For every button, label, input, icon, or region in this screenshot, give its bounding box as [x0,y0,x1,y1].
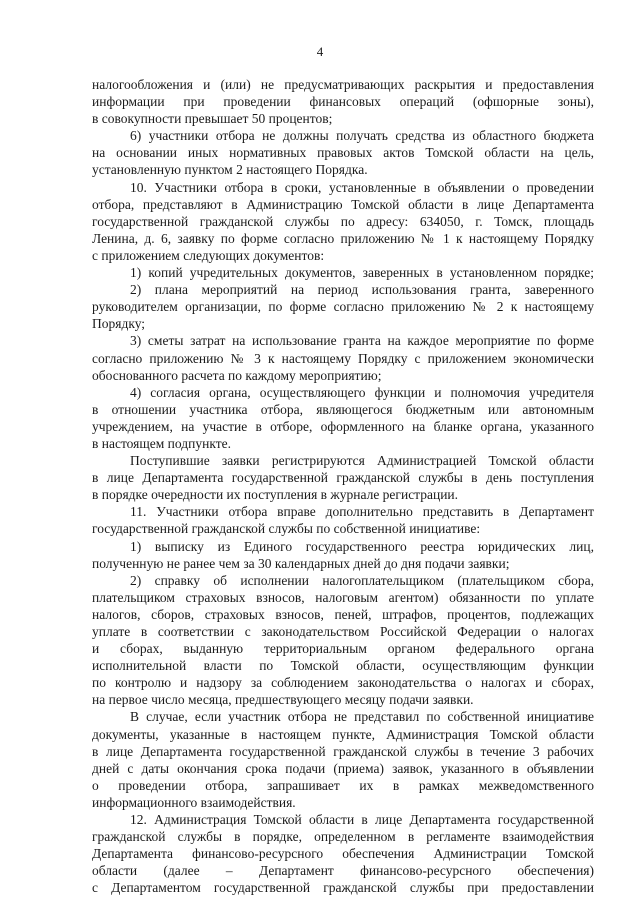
text-line: государственной гражданской службы по собственной инициативе: [92,521,481,537]
text-line: 4) согласия органа, осуществляющего функции и полномочия учредителя [130,384,594,400]
text-line: 1) выписку из Единого государственного реестра юридических лиц, [130,538,594,554]
text-line: в лице Департамента государственной гражданской службы в день поступления [92,470,594,486]
text-line: руководителем организации, по форме согласно приложению № 2 к настоящему [92,299,594,315]
text-line: полученную не ранее чем за 30 календарных дней до дня подачи заявки; [92,555,510,571]
text-line: с приложением следующих документов: [92,247,325,263]
text-line: в отношении участника отбора, являющегося бюджетным или автономным [92,401,594,417]
text-line: о проведении отбора, запрашивает их в рамках межведомственного [92,777,594,793]
text-line: плательщиком страховых взносов, налоговым агентом) обязанности по уплате [92,589,594,605]
text-line: дней с даты окончания срока подачи (приема) заявок, указанного в объявлении [92,760,594,776]
text-line: учреждением, на участие в отборе, оформленного на бланке органа, указанного [92,418,594,434]
text-line: по контролю и надзору за соблюдением законодательства о налогах и сборах, [92,675,594,691]
text-line: гражданской службы в порядке, определенном в регламенте взаимодействия [92,829,594,845]
text-line: на первое число месяца, предшествующего месяцу подачи заявки. [92,692,474,708]
text-line: на основании иных нормативных правовых актов Томской области на цель, [92,145,594,161]
text-line: налогов, сборов, страховых взносов, пеней, штрафов, процентов, подлежащих [92,606,594,622]
text-line: 11. Участники отбора вправе дополнительно представить в Департамент [130,504,594,520]
text-line: области (далее – Департамент финансово-ресурсного обеспечения) [92,863,594,879]
text-line: Порядку; [92,316,146,332]
text-line: Поступившие заявки регистрируются Администрацией Томской области [130,453,594,469]
text-line: исполнительной власти по Томской области, осуществляющим функции [92,658,594,674]
text-line: налогообложения и (или) не предусматривающих раскрытия и предоставления [92,77,594,92]
text-line: в лице Департамента государственной гражданской службы в течение 3 рабочих [92,743,594,759]
text-line: 3) сметы затрат на использование гранта на каждое мероприятие по форме [130,333,594,349]
text-line: 6) участники отбора не должны получать средства из областного бюджета [130,128,594,144]
text-line: Ленина, д. 6, заявку по форме согласно приложению № 1 к настоящему Порядку [92,230,594,246]
text-line: 2) плана мероприятий на период использования гранта, заверенного [130,282,594,298]
text-line: 10. Участники отбора в сроки, установленные в объявлении о проведении [130,179,594,195]
text-line: отбора, представляют в Администрацию Томской области в лице Департамента [92,196,594,212]
text-line: в порядке очередности их поступления в журнале регистрации. [92,487,459,503]
text-line: установленную пунктом 2 настоящего Порядка. [92,162,368,178]
text-line: с Департаментом государственной гражданской службы при предоставлении [92,880,594,896]
text-line: 12. Администрация Томской области в лице Департамента государственной [130,812,594,828]
text-line: информационного взаимодействия. [92,794,296,810]
text-line: и сборах, выданную территориальным органом федерального органа [92,641,594,657]
text-line: документы, указанные в настоящем пункте, Администрация Томской области [92,726,594,742]
text-line: уплате в соответствии с законодательством Российской Федерации о налогах [92,624,594,639]
text-line: 1) копий учредительных документов, заверенных в установленном порядке; [130,265,594,281]
text-line: 2) справку об исполнении налогоплательщиком (плательщиком сбора, [130,572,594,588]
text-line: согласно приложению № 3 к настоящему Порядку с приложением экономически [92,350,594,366]
text-line: государственной гражданской службы по адресу: 634050, г. Томск, площадь [92,213,594,229]
text-line: обоснованного расчета по каждому мероприятию; [92,367,382,383]
text-line: Департамента финансово-ресурсного обеспечения Администрации Томской [92,846,594,862]
text-line: В случае, если участник отбора не представил по собственной инициативе [130,709,594,725]
text-line: информации при проведении финансовых операций (офшорные зоны), [92,94,594,110]
text-line: в настоящем подпункте. [92,435,231,451]
text-line: в совокупности превышает 50 процентов; [92,111,333,127]
page-number: 4 [316,44,324,59]
body-text [92,76,594,897]
